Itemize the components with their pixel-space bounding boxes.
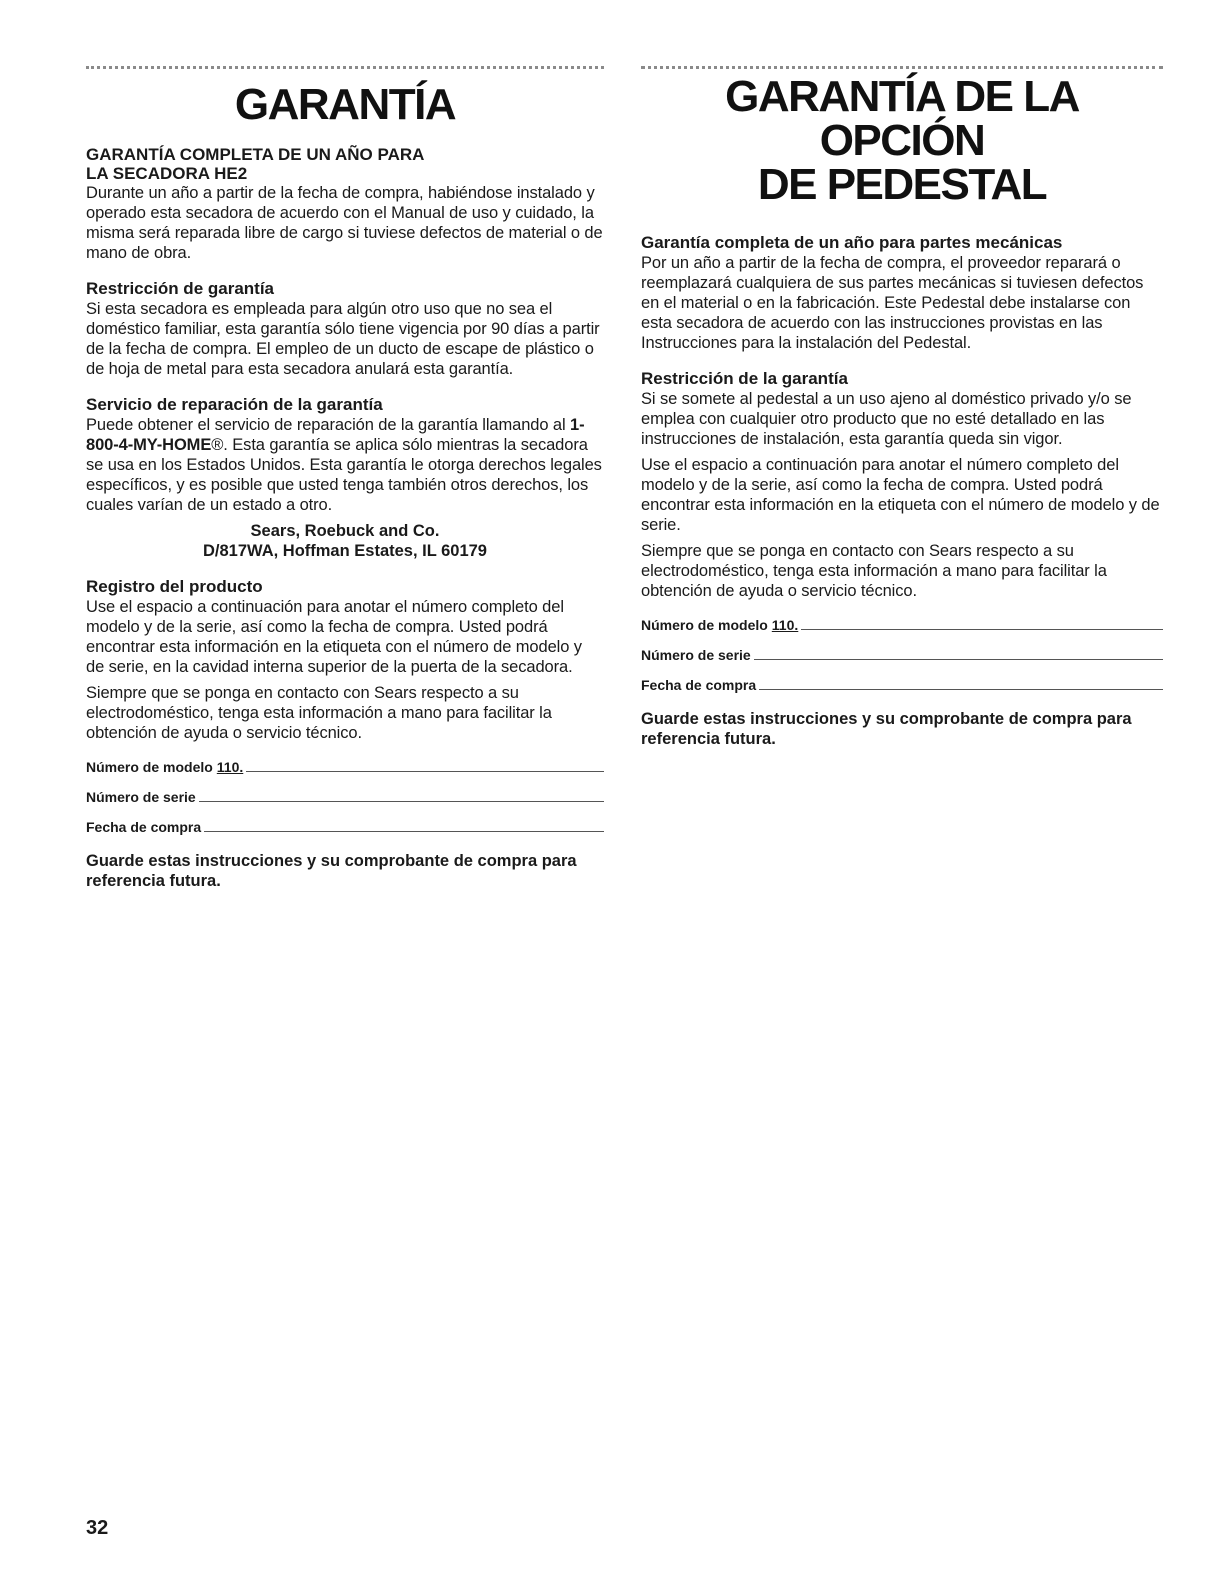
pedestal-record-text-1: Use el espacio a continuación para anotar el número completo del modelo y de la serie, así como la fecha de compra. Usted podrá encontrar esta información en la etiqueta con el número de modelo y de serie. (641, 456, 1160, 534)
page-title-pedestal-warranty (641, 72, 1163, 209)
pedestal-restriction-text: Si se somete al pedestal a un uso ajeno al doméstico privado y/o se emplea con cualquier otro producto que no esté detallado en las instrucciones de instalación, esta garantía queda sin vigor. (641, 390, 1132, 448)
service-text-a: Puede obtener el servicio de reparación de la garantía llamando al (86, 416, 571, 434)
pedestal-model-number-value: 110. (771, 617, 799, 633)
purchase-date-line[interactable] (204, 831, 604, 832)
serial-number-label: Número de serie (86, 789, 196, 805)
page-number: 32 (86, 1517, 109, 1539)
pedestal-full-warranty-heading: Garantía completa de un año para partes mecánicas (641, 233, 1063, 252)
full-warranty-heading-line2: LA SECADORA HE2 (86, 164, 248, 183)
registration-text-2: Siempre que se ponga en contacto con Sears respecto a su electrodoméstico, tenga esta información a mano para facilitar la obtención de ayuda o servicio técnico. (86, 684, 552, 742)
right-column (641, 66, 1163, 749)
top-rule-left (86, 66, 604, 69)
save-instructions-note: Guarde estas instrucciones y su comprobante de compra para referencia futura. (86, 852, 577, 890)
record-fields-right (641, 615, 1163, 693)
serial-number-line[interactable] (199, 801, 604, 802)
purchase-date-field[interactable] (86, 817, 604, 835)
pedestal-model-number-field[interactable] (641, 615, 1163, 633)
pedestal-purchase-date-label: Fecha de compra (641, 677, 757, 693)
pedestal-serial-number-label: Número de serie (641, 647, 751, 663)
serial-number-field[interactable] (86, 787, 604, 805)
pedestal-model-number-label: Número de modelo (641, 617, 768, 633)
pedestal-model-number-line[interactable] (801, 629, 1163, 630)
service-text-b: ®. Esta garantía se aplica sólo mientras la secadora se usa en los Estados Unidos. Esta garantía le otorga derechos legales específicos, y es posible que usted tenga también otros derechos, los cuales varían de un estado a otro. (86, 436, 602, 514)
address-line1: Sears, Roebuck and Co. (250, 522, 440, 540)
registration-text-1: Use el espacio a continuación para anotar el número completo del modelo y de la serie, así como la fecha de compra. Usted podrá encontrar esta información en la etiqueta con el número de modelo y de serie, en la cavidad interna superior de la puerta de la secadora. (86, 598, 582, 676)
restriction-heading: Restricción de garantía (86, 279, 275, 298)
top-rule-right (641, 66, 1163, 69)
record-fields-left (86, 757, 604, 835)
pedestal-title-line1: GARANTÍA DE LA OPCIÓN (725, 72, 1079, 165)
pedestal-serial-number-field[interactable] (641, 645, 1163, 663)
pedestal-purchase-date-field[interactable] (641, 675, 1163, 693)
pedestal-serial-number-line[interactable] (754, 659, 1163, 660)
model-number-line[interactable] (246, 771, 604, 772)
model-number-field[interactable] (86, 757, 604, 775)
purchase-date-label: Fecha de compra (86, 819, 202, 835)
sears-address (86, 521, 604, 561)
pedestal-save-instructions-note: Guarde estas instrucciones y su comprobante de compra para referencia futura. (641, 710, 1132, 748)
address-line2: D/817WA, Hoffman Estates, IL 60179 (203, 542, 487, 560)
service-text (86, 415, 604, 515)
model-number-label: Número de modelo (86, 759, 213, 775)
restriction-text: Si esta secadora es empleada para algún otro uso que no sea el doméstico familiar, esta garantía sólo tiene vigencia por 90 días a partir de la fecha de compra. El empleo de un ducto de escape de plástico o de hoja de metal para esta secadora anulará esta garantía. (86, 300, 600, 378)
pedestal-title-line2: DE PEDESTAL (757, 160, 1047, 209)
full-warranty-text: Durante un año a partir de la fecha de compra, habiéndose instalado y operado esta secadora de acuerdo con el Manual de uso y cuidado, la misma será reparada libre de cargo si tuviese defectos de material o de mano de obra. (86, 184, 603, 262)
pedestal-full-warranty-text: Por un año a partir de la fecha de compra, el proveedor reparará o reemplazará cualquiera de sus partes mecánicas si tuviesen defectos en el material o en la fabricación. Este Pedestal debe instalarse con esta secadora de acuerdo con las instrucciones provistas en las Instrucciones para la instalación del Pedestal. (641, 254, 1144, 352)
page-title-warranty: GARANTÍA (234, 80, 456, 129)
full-warranty-heading (86, 145, 604, 183)
model-number-value: 110. (216, 759, 244, 775)
pedestal-purchase-date-line[interactable] (759, 689, 1163, 690)
service-heading: Servicio de reparación de la garantía (86, 395, 383, 414)
registration-heading: Registro del producto (86, 577, 263, 596)
service-phone: 1-800-4-MY-HOME (86, 416, 585, 454)
full-warranty-heading-line1: GARANTÍA COMPLETA DE UN AÑO PARA (86, 145, 425, 164)
pedestal-record-text-2: Siempre que se ponga en contacto con Sears respecto a su electrodoméstico, tenga esta información a mano para facilitar la obtención de ayuda o servicio técnico. (641, 542, 1107, 600)
left-column (86, 66, 604, 891)
pedestal-restriction-heading: Restricción de la garantía (641, 369, 848, 388)
